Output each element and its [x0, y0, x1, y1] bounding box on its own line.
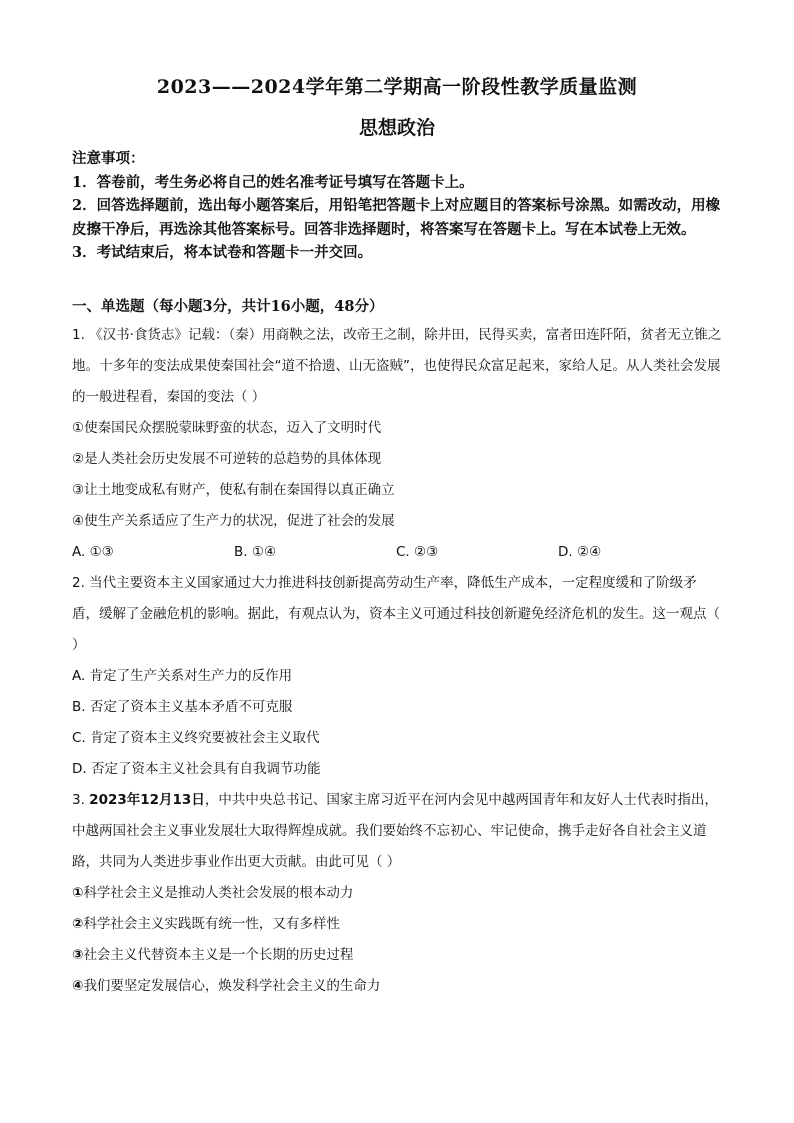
question-3-statement-4-text: 我们要坚定发展信心，焕发科学社会主义的生命力 — [83, 978, 381, 994]
question-3-statement-4 — [72, 971, 722, 1002]
question-1-stem: 1. 《汉书·食货志》记载：（秦）用商鞅之法，改帝王之制，除井田，民得买卖，富者田连阡陌，贫者无立锥之地。十多年的变法成果使秦国社会“道不拾遗、山无盗贼”，也使得民众富足起来，家给人足。从人类社会发展的一般进程看，秦国的变法（ ） — [72, 327, 722, 405]
exam-subject: 思想政治 — [358, 117, 435, 139]
question-2-option-d: D. 否定了资本主义社会具有自我调节功能 — [72, 761, 321, 777]
question-1 — [72, 320, 722, 568]
question-3-statement-3-text: 社会主义代替资本主义是一个长期的历史过程 — [83, 947, 354, 963]
question-3-stem — [72, 785, 722, 878]
question-1-choice-b: B. ①④ — [234, 544, 277, 560]
question-3-date: 2023年12月13日 — [89, 792, 205, 808]
question-3-statement-4-mark: ④ — [72, 978, 84, 994]
section-heading: 一、单选题（每小题3分，共计16小题，48分） — [72, 298, 384, 315]
question-1-choice-c: C. ②③ — [396, 544, 439, 560]
question-1-statement-4: ④使生产关系适应了生产力的状况，促进了社会的发展 — [72, 513, 395, 529]
question-3-statement-2-mark: ② — [72, 916, 84, 932]
notice-heading: 注意事项： — [72, 150, 145, 167]
question-1-choices — [72, 537, 722, 568]
question-3 — [72, 785, 722, 1002]
question-1-statement-3: ③让土地变成私有财产，使私有制在秦国得以真正确立 — [72, 482, 395, 498]
question-3-statement-3 — [72, 940, 722, 971]
question-3-number: 3. — [72, 792, 90, 808]
notice-item-3: 3．考试结束后，将本试卷和答题卡一并交回。 — [72, 244, 373, 261]
question-3-statement-1-mark: ① — [72, 885, 84, 901]
question-3-statement-2-text: 科学社会主义实践既有统一性，又有多样性 — [83, 916, 340, 932]
notice-item-2: 2．回答选择题前，选出每小题答案后，用铅笔把答题卡上对应题目的答案标号涂黑。如需改动，用橡皮擦干净后，再选涂其他答案标号。回答非选择题时，将答案写在答题卡上。写在本试卷上无效。 — [72, 197, 721, 238]
notice-item-1: 1．答卷前，考生务必将自己的姓名准考证号填写在答题卡上。 — [72, 173, 474, 191]
question-3-statement-2 — [72, 909, 722, 940]
question-2-stem: 2. 当代主要资本主义国家通过大力推进科技创新提高劳动生产率，降低生产成本，一定程度缓和了阶级矛盾，缓解了金融危机的影响。据此，有观点认为，资本主义可通过科技创新避免经济危机的发生。这一观点（ ） — [72, 575, 720, 653]
question-2-option-a: A. 肯定了生产关系对生产力的反作用 — [72, 668, 293, 684]
question-1-statement-2: ②是人类社会历史发展不可逆转的总趋势的具体体现 — [72, 451, 382, 467]
question-1-choice-d: D. ②④ — [558, 544, 602, 560]
question-1-statement-1: ①使秦国民众摆脱蒙昧野蛮的状态，迈入了文明时代 — [72, 420, 382, 436]
question-3-stem-text: ，中共中央总书记、国家主席习近平在河内会见中越两国青年和友好人士代表时指出，中越两国社会主义事业发展壮大取得辉煌成就。我们要始终不忘初心、牢记使命，携手走好各自社会主义道路，共同为人类进步事业作出更大贡献。由此可见（ ） — [72, 792, 718, 870]
question-2 — [72, 568, 722, 785]
question-2-option-c: C. 肯定了资本主义终究要被社会主义取代 — [72, 730, 320, 746]
notice-block — [72, 147, 722, 265]
question-2-option-b: B. 否定了资本主义基本矛盾不可克服 — [72, 699, 293, 715]
exam-title: 2023——2024学年第二学期高一阶段性教学质量监测 — [156, 76, 638, 98]
question-3-statement-1-text: 科学社会主义是推动人类社会发展的根本动力 — [83, 885, 354, 901]
question-3-statement-3-mark: ③ — [72, 947, 84, 963]
question-1-choice-a: A. ①③ — [72, 544, 114, 560]
question-3-statement-1 — [72, 878, 722, 909]
